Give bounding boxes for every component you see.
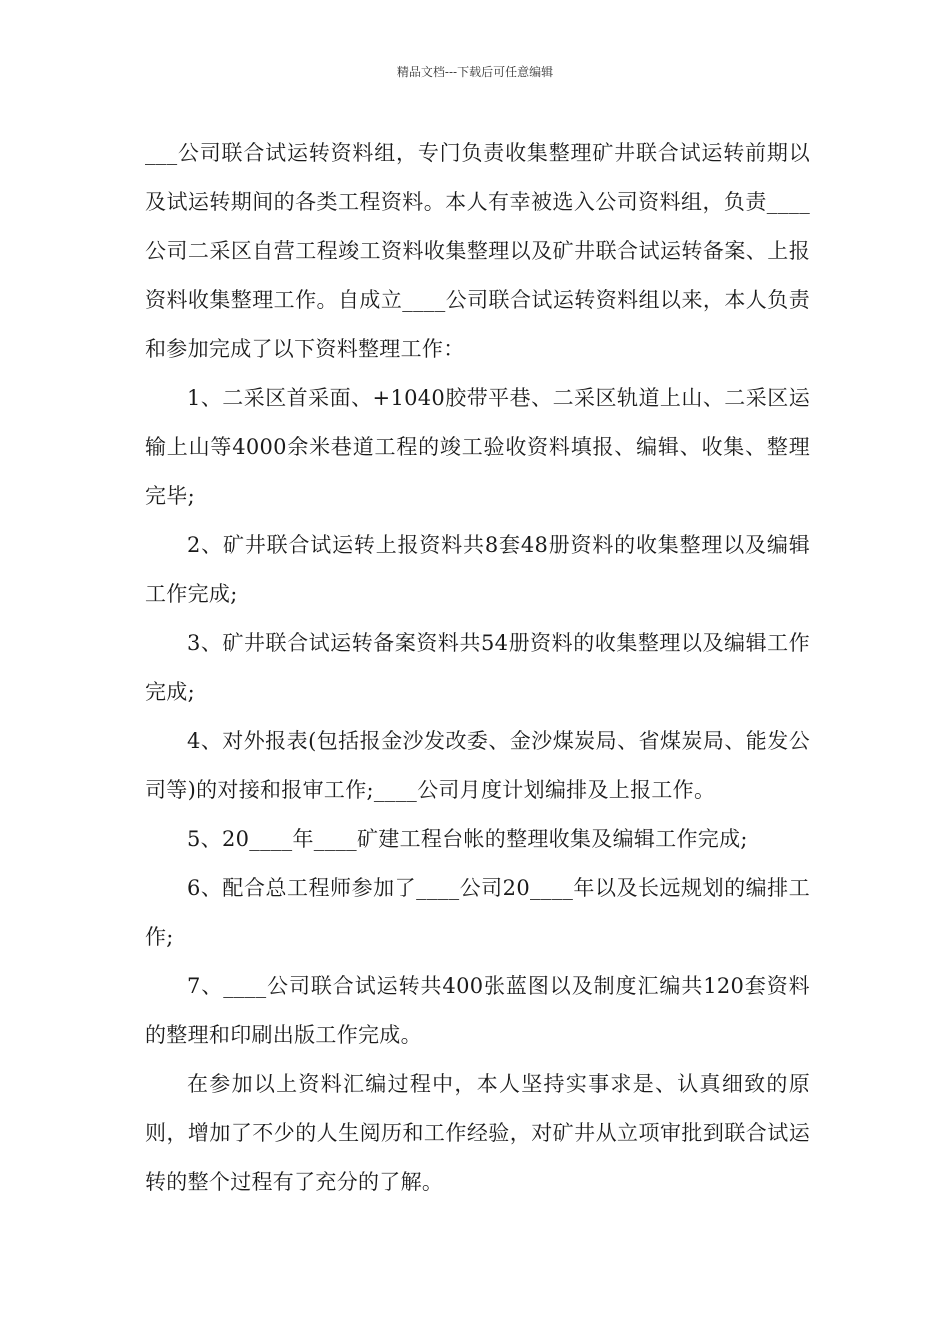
paragraph-item-5: 5、20____年____矿建工程台帐的整理收集及编辑工作完成; — [187, 827, 748, 851]
page-header: 精品文档---下载后可任意编辑 — [396, 65, 554, 79]
paragraph-item-1: 1、二采区首采面、+1040胶带平巷、二采区轨道上山、二采区运输上山等4000余米巷道工程的竣工验收资料填报、编辑、收集、整理完毕; — [145, 386, 810, 508]
paragraph-item-6: 6、配合总工程师参加了____公司20____年以及长远规划的编排工作; — [145, 876, 810, 949]
document-body — [145, 129, 810, 1207]
paragraph-item-4: 4、对外报表(包括报金沙发改委、金沙煤炭局、省煤炭局、能发公司等)的对接和报审工作;____公司月度计划编排及上报工作。 — [145, 729, 810, 802]
paragraph-item-2: 2、矿井联合试运转上报资料共8套48册资料的收集整理以及编辑工作完成; — [145, 533, 810, 606]
paragraph-conclusion: 在参加以上资料汇编过程中，本人坚持实事求是、认真细致的原则，增加了不少的人生阅历和工作经验，对矿井从立项审批到联合试运转的整个过程有了充分的了解。 — [145, 1072, 810, 1194]
paragraph-item-7: 7、____公司联合试运转共400张蓝图以及制度汇编共120套资料的整理和印刷出版工作完成。 — [145, 974, 810, 1047]
paragraph-intro: ___公司联合试运转资料组，专门负责收集整理矿井联合试运转前期以及试运转期间的各类工程资料。本人有幸被选入公司资料组，负责____公司二采区自营工程竣工资料收集整理以及矿井联合试运转备案、上报资料收集整理工作。自成立____公司联合试运转资料组以来，本人负责和参加完成了以下资料整理工作： — [145, 141, 810, 361]
paragraph-item-3: 3、矿井联合试运转备案资料共54册资料的收集整理以及编辑工作完成; — [145, 631, 810, 704]
